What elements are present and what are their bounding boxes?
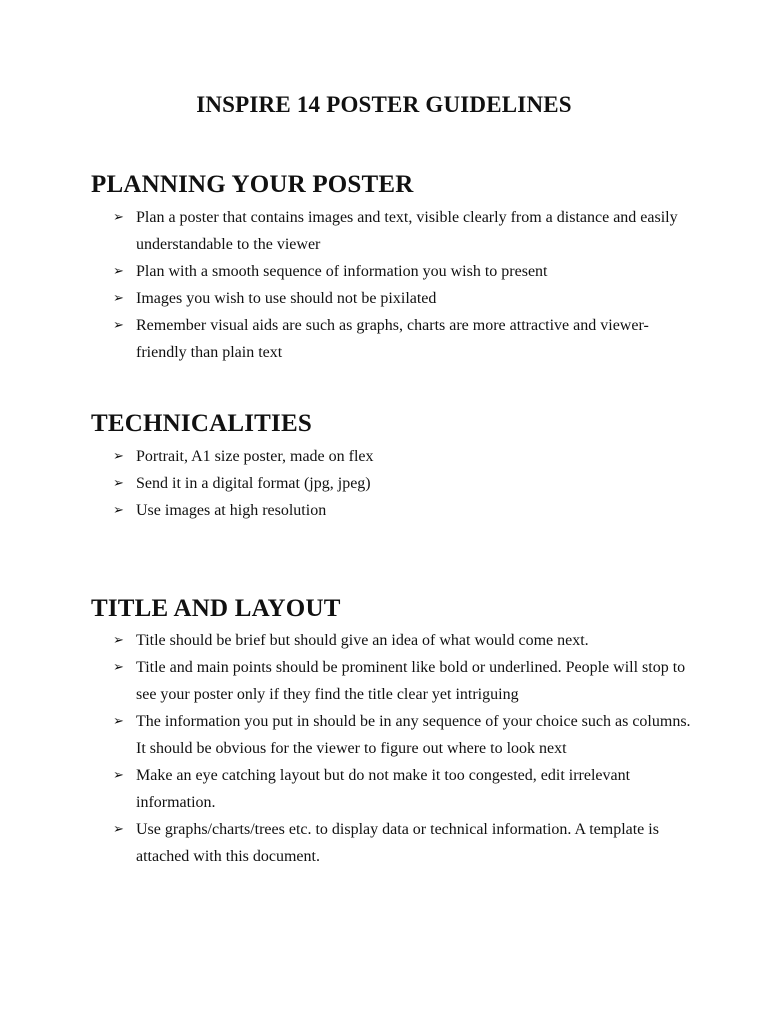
list-item-text: Use images at high resolution [136,502,327,519]
arrowhead-bullet-icon: ➢ [113,822,124,837]
list-item-text: The information you put in should be in any sequence of your choice such as columns. It should be obvious for the viewer to figure out where to look next [136,713,691,757]
list-item [91,497,691,524]
section-technicalities [91,409,691,524]
arrowhead-bullet-icon: ➢ [113,768,124,783]
section-heading: TITLE AND LAYOUT [91,595,341,622]
section-planning-your-poster [91,170,691,366]
arrowhead-bullet-icon: ➢ [113,449,124,464]
arrowhead-bullet-icon: ➢ [113,291,124,306]
list-item-text: Plan with a smooth sequence of information you wish to present [136,263,548,280]
list-item-text: Title should be brief but should give an idea of what would come next. [136,632,589,649]
list-item [91,312,691,366]
arrowhead-bullet-icon: ➢ [113,318,124,333]
list-item [91,470,691,497]
arrowhead-bullet-icon: ➢ [113,210,124,225]
list-item [91,443,691,470]
arrowhead-bullet-icon: ➢ [113,714,124,729]
list-item [91,258,691,285]
bullet-list [91,204,691,366]
document-title: INSPIRE 14 POSTER GUIDELINES [196,92,572,117]
list-item-text: Send it in a digital format (jpg, jpeg) [136,475,371,492]
arrowhead-bullet-icon: ➢ [113,264,124,279]
section-title-and-layout [91,594,691,870]
list-item [91,762,691,816]
list-item [91,627,691,654]
list-item-text: Use graphs/charts/trees etc. to display data or technical information. A template is attached with this document. [136,821,659,865]
list-item-text: Remember visual aids are such as graphs, charts are more attractive and viewer-friendly than plain text [136,317,649,361]
list-item [91,285,691,312]
list-item-text: Portrait, A1 size poster, made on flex [136,448,374,465]
bullet-list [91,443,691,524]
arrowhead-bullet-icon: ➢ [113,633,124,648]
arrowhead-bullet-icon: ➢ [113,476,124,491]
section-heading: PLANNING YOUR POSTER [91,171,414,198]
list-item [91,708,691,762]
list-item-text: Title and main points should be prominent like bold or underlined. People will stop to see your poster only if they find the title clear yet intriguing [136,659,686,703]
list-item-text: Make an eye catching layout but do not make it too congested, edit irrelevant information. [136,767,631,811]
arrowhead-bullet-icon: ➢ [113,660,124,675]
list-item [91,654,691,708]
list-item-text: Images you wish to use should not be pixilated [136,290,437,307]
list-item-text: Plan a poster that contains images and text, visible clearly from a distance and easily understandable to the viewer [136,209,678,253]
arrowhead-bullet-icon: ➢ [113,503,124,518]
bullet-list [91,627,691,870]
section-heading: TECHNICALITIES [91,410,312,437]
list-item [91,816,691,870]
list-item [91,204,691,258]
